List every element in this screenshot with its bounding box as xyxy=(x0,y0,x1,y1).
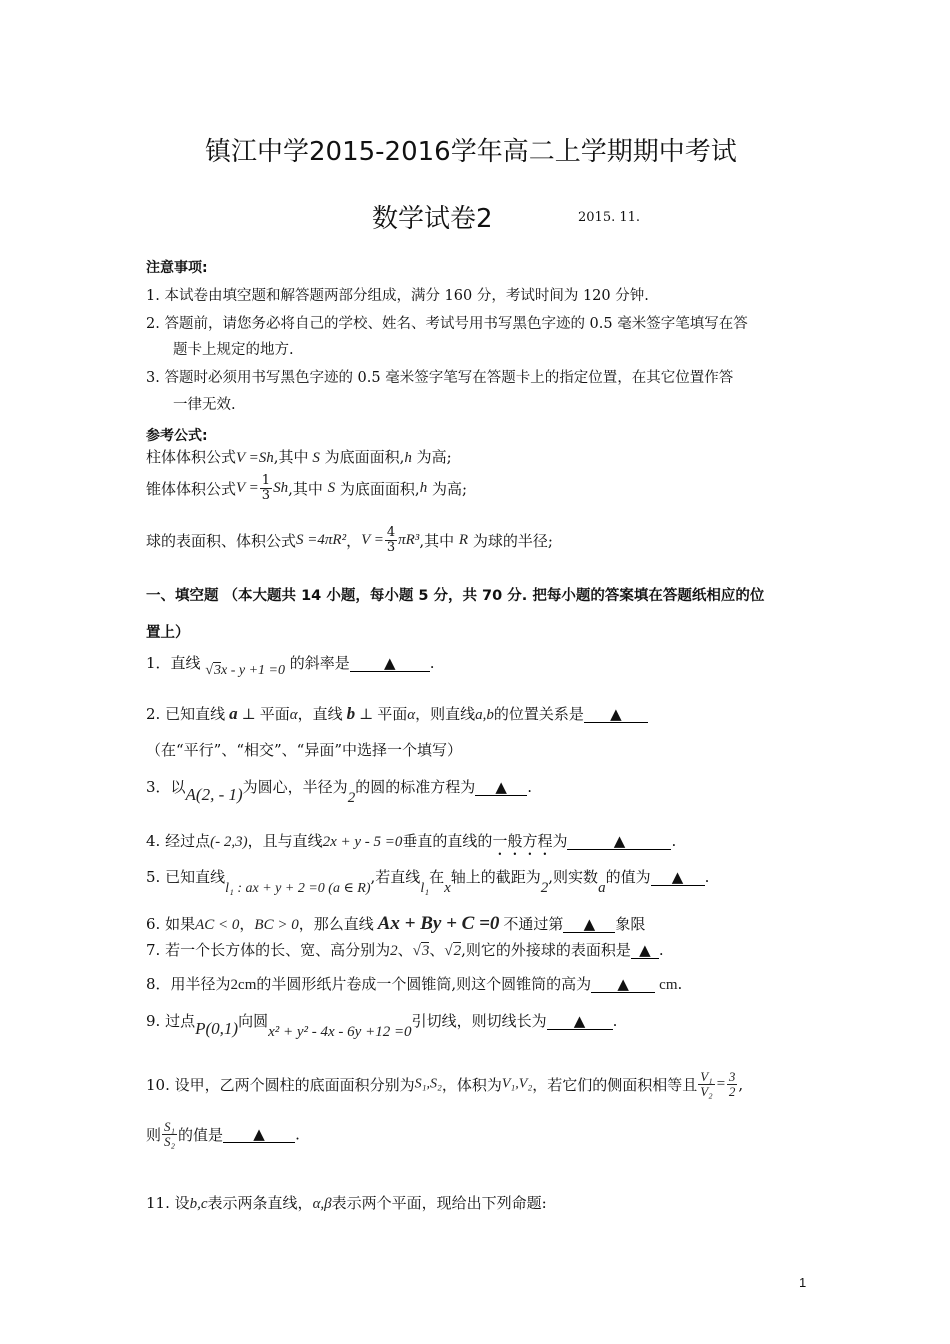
q-text: 平面 xyxy=(377,705,408,723)
q-text: 9. 过点 xyxy=(146,1012,196,1030)
question-9 xyxy=(146,1010,618,1040)
q-text: 轴上的截距为 xyxy=(450,868,541,886)
q-text: 2. 已知直线 xyxy=(146,705,226,723)
q-text: 11. 设 xyxy=(146,1194,190,1212)
formula-var: h xyxy=(419,480,428,496)
q-math: S₁,S₂ xyxy=(414,1076,442,1092)
q-text: 的值为 xyxy=(605,868,651,886)
question-2 xyxy=(146,703,648,724)
q-math: 2x + y - 5 =0 xyxy=(322,834,403,850)
q-math: α xyxy=(407,707,416,723)
q-math: 2 xyxy=(390,943,398,959)
q-text: 10. 设甲，乙两个圆柱的底面面积分别为 xyxy=(146,1076,415,1094)
q-math: 2 xyxy=(540,880,549,896)
q-text: 向圆 xyxy=(238,1012,269,1030)
fraction-s1-s2 xyxy=(162,1120,177,1149)
q-math: A(2, - 1) xyxy=(185,785,243,804)
q-text: 平面 xyxy=(259,705,290,723)
q-text: . xyxy=(612,1012,618,1030)
note-3-cont: 一律无效. xyxy=(173,397,236,413)
q-text: 的位置关系是 xyxy=(493,705,584,723)
question-11 xyxy=(146,1192,547,1213)
formula-text: 为高; xyxy=(431,480,468,498)
answer-blank: ▲ xyxy=(631,942,659,959)
q-math: ⊥ xyxy=(241,707,256,723)
radicand: 3 xyxy=(421,943,430,959)
sqrt-2: √2 xyxy=(444,943,462,959)
q-text: 6. 如果 xyxy=(146,915,196,933)
fraction-one-third xyxy=(260,474,272,503)
q-text: 表示两条直线， xyxy=(207,1194,313,1212)
question-6 xyxy=(146,913,645,935)
answer-blank: ▲ xyxy=(567,833,671,850)
formula-text: 为高; xyxy=(416,448,452,466)
q-text: 的斜率是 xyxy=(289,654,350,672)
section-header: 一、填空题 （本大题共 14 小题，每小题 5 分，共 70 分. 把每小题的答案填在答题纸相应的位 xyxy=(146,588,765,604)
answer-blank: ▲ xyxy=(584,706,648,723)
formula-text: ,其中 xyxy=(419,532,455,550)
formula-var: S xyxy=(327,480,336,496)
q-text: 不通过第 xyxy=(503,915,564,933)
q-math: x² + y² - 4x - 6y +12 =0 xyxy=(268,1024,412,1040)
frac-num: 1 xyxy=(261,473,271,488)
q-text: 为圆心，半径为 xyxy=(242,778,348,796)
q-text: . xyxy=(677,975,683,993)
formula-expr: S =4πR² xyxy=(296,532,347,548)
q-text: 象限 xyxy=(615,915,646,933)
question-10-cont xyxy=(146,1120,300,1149)
formula-text: 为底面面积, xyxy=(339,480,420,498)
question-1 xyxy=(146,652,435,678)
note-2-cont: 题卡上规定的地方. xyxy=(173,342,294,358)
answer-blank: ▲ xyxy=(547,1013,613,1030)
section-header-cont: 置上） xyxy=(146,625,190,641)
fraction-v1-v2 xyxy=(698,1070,714,1099)
q-math: l₁ : ax + y + 2 =0 (a ∈ R) xyxy=(225,881,371,896)
answer-blank: ▲ xyxy=(591,976,655,993)
frac-num: 4 xyxy=(386,525,396,540)
q-text: 1．直线 xyxy=(146,654,201,672)
q-text: 3．以 xyxy=(146,778,186,796)
q-text: ，则直线 xyxy=(415,705,476,723)
q-text: . xyxy=(658,941,664,959)
q-emphasis: 一般方程 xyxy=(492,832,553,850)
q-math: α,β xyxy=(312,1196,332,1212)
q-text: ,则实数 xyxy=(548,868,599,886)
question-2-note: （在“平行”、“相交”、“异面”中选择一个填写） xyxy=(146,741,463,759)
q-math: = xyxy=(715,1076,726,1092)
q-math: x xyxy=(444,880,451,896)
answer-blank: ▲ xyxy=(475,779,527,796)
formula-text: ,其中 xyxy=(288,480,323,498)
formula-expr: Sh xyxy=(273,480,289,496)
frac-den: 2 xyxy=(728,1084,736,1099)
q-text: 、 xyxy=(429,941,445,959)
question-5 xyxy=(146,866,710,896)
answer-blank: ▲ xyxy=(350,655,430,672)
q-text: 的圆的标准方程为 xyxy=(355,778,476,796)
q-text: ，那么直线 xyxy=(298,915,374,933)
formula-prism-volume xyxy=(146,446,452,467)
q-math: AC < 0 xyxy=(195,917,240,933)
answer-blank: ▲ xyxy=(223,1126,295,1143)
q-math: cm xyxy=(659,977,678,993)
q1-equation: √3x - y +1 =0 xyxy=(205,663,285,678)
q-math: V₁,V₂ xyxy=(501,1076,533,1092)
formula-label: 球的表面积、体积公式 xyxy=(146,532,297,550)
frac-den: S₂ xyxy=(164,1134,176,1149)
formula-expr: V = xyxy=(236,480,259,496)
formula-var: S xyxy=(312,450,320,466)
frac-num: S₁ xyxy=(164,1119,176,1134)
question-7 xyxy=(146,939,664,960)
formula-text: ,其中 xyxy=(273,448,309,466)
q-math: a xyxy=(229,704,238,723)
q-math: 2 xyxy=(347,790,356,806)
fraction-four-thirds xyxy=(385,526,397,555)
q-text: 表示两个平面，现给出下列命题: xyxy=(331,1194,547,1212)
frac-num: 3 xyxy=(728,1069,736,1084)
formula-expr: V = xyxy=(361,532,384,548)
q-text: 7. 若一个长方体的长、宽、高分别为 xyxy=(146,941,391,959)
answer-blank: ▲ xyxy=(563,916,615,933)
q-text: . xyxy=(527,778,532,796)
answer-blank: ▲ xyxy=(651,869,705,886)
q-math: b xyxy=(346,704,356,723)
formula-label: 锥体体积公式 xyxy=(146,480,237,498)
note-2: 2. 答题前，请您务必将自己的学校、姓名、考试号用书写黑色字迹的 0.5 毫米签字笔填写在答 xyxy=(146,316,748,332)
formula-text: 为球的半径; xyxy=(472,532,553,550)
q-math: a,b xyxy=(475,707,494,723)
formula-cone-volume xyxy=(146,474,467,503)
frac-den: 3 xyxy=(261,488,271,503)
q-math: l₁ xyxy=(420,881,430,896)
q-math: b,c xyxy=(189,1196,208,1212)
note-1: 1. 本试卷由填空题和解答题两部分组成，满分 160 分，考试时间为 120 分钟. xyxy=(146,288,649,304)
q-text: 4. 经过点 xyxy=(146,832,211,850)
formulas-heading: 参考公式: xyxy=(146,428,208,444)
question-8 xyxy=(146,973,682,994)
q-text: . xyxy=(704,868,710,886)
formula-sphere xyxy=(146,526,553,555)
q-text: 在 xyxy=(429,868,445,886)
q-text: 8．用半径为 xyxy=(146,975,231,993)
exam-title: 镇江中学2015-2016学年高二上学期期中考试 xyxy=(205,137,737,167)
q-text: , xyxy=(738,1075,744,1094)
q-text: 的值是 xyxy=(178,1126,224,1144)
q-text: . xyxy=(671,832,677,850)
q-text: ,则它的外接球的表面积是 xyxy=(461,941,631,959)
q-math: ⊥ xyxy=(359,707,374,723)
formula-expr: V =Sh xyxy=(236,450,274,466)
q-text: . xyxy=(295,1125,300,1144)
q-text: ,若直线 xyxy=(370,868,421,886)
q-math: x - y +1 =0 xyxy=(221,663,285,678)
q-text: 、 xyxy=(397,941,413,959)
q-text: ，若它们的侧面积相等且 xyxy=(532,1076,698,1094)
q-text: 的半圆形纸片卷成一个圆锥筒,则这个圆锥筒的高为 xyxy=(256,975,592,993)
paper-subtitle: 数学试卷2 xyxy=(372,204,493,234)
formula-text: ， xyxy=(346,532,362,550)
q-text: 为 xyxy=(552,832,568,850)
formula-var: h xyxy=(404,450,412,466)
formula-label: 柱体体积公式 xyxy=(146,448,237,466)
q-math: α xyxy=(289,707,298,723)
q-text: ，且与直线 xyxy=(247,832,323,850)
question-3 xyxy=(146,776,532,806)
question-4 xyxy=(146,830,676,859)
frac-den: V₂ xyxy=(700,1084,713,1099)
question-10 xyxy=(146,1070,743,1099)
frac-num: V₁ xyxy=(700,1069,713,1084)
q-text: 则 xyxy=(146,1126,162,1144)
q-math: (- 2,3) xyxy=(210,834,248,850)
radicand: 3 xyxy=(214,663,222,678)
radicand: 2 xyxy=(453,943,462,959)
fraction-3-2 xyxy=(727,1070,738,1099)
formula-expr: πR³ xyxy=(398,532,420,548)
sqrt-3: √3 xyxy=(412,943,430,959)
page-number: 1 xyxy=(799,1275,807,1290)
q-math: a xyxy=(598,880,606,896)
q-text: 5. 已知直线 xyxy=(146,868,226,886)
formula-var: R xyxy=(458,532,469,548)
formula-text: 为底面面积, xyxy=(324,448,405,466)
q-text: 引切线，则切线长为 xyxy=(411,1012,547,1030)
q-text: ，体积为 xyxy=(441,1076,502,1094)
q-text: . xyxy=(429,654,435,672)
q-math: BC > 0 xyxy=(254,917,299,933)
exam-date: 2015. 11. xyxy=(578,210,641,225)
q-text: ，直线 xyxy=(297,705,343,723)
q-math: 2cm xyxy=(230,977,257,993)
frac-den: 3 xyxy=(386,540,396,555)
q-text: ， xyxy=(239,915,255,933)
q-text: 垂直的直线的 xyxy=(402,832,493,850)
note-3: 3. 答题时必须用书写黑色字迹的 0.5 毫米签字笔写在答题卡上的指定位置，在其它位置作答 xyxy=(146,370,734,386)
notes-heading: 注意事项: xyxy=(146,260,208,276)
q-math: Ax + By + C =0 xyxy=(377,913,500,934)
q-math: P(0,1) xyxy=(195,1019,239,1038)
